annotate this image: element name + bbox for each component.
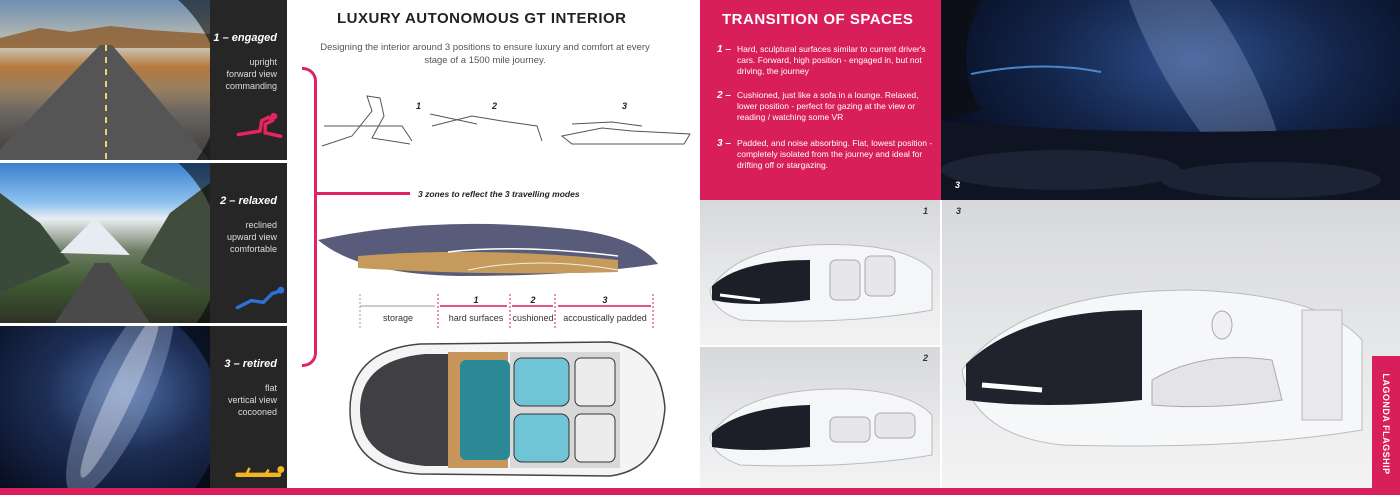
render-position-1: [700, 200, 940, 345]
mode-description: [227, 219, 277, 255]
mode-panel-relaxed: [210, 163, 287, 323]
mode-panel-retired: [210, 326, 287, 488]
transition-text: Cushioned, just like a sofa in a lounge. Relaxed, lower position - perfect for gazing at the view or reading / watching some VR: [737, 90, 919, 122]
upright-pose-icon: [230, 112, 290, 138]
brand-label: LAGONDA FLAGSHIP: [1381, 373, 1391, 475]
zones-caption: 3 zones to reflect the 3 travelling modes: [418, 189, 580, 199]
desert-road-image: [0, 0, 210, 160]
mode-line: vertical view: [227, 395, 277, 405]
transition-number: 2 –: [717, 90, 731, 101]
car-render-2: [700, 347, 940, 488]
milky-way-image: [0, 326, 210, 488]
zone-hard-label: hard surfaces: [448, 313, 504, 323]
page-title: LUXURY AUTONOMOUS GT INTERIOR: [337, 10, 627, 27]
render-number: 1: [923, 206, 929, 216]
flat-pose-icon: [230, 454, 290, 480]
seat-position-sketches: [312, 86, 702, 156]
car-plan-sketch: [330, 330, 670, 485]
car-render-1: [700, 200, 940, 345]
mode-line: upward view: [226, 232, 277, 242]
mode-line: comfortable: [229, 244, 277, 254]
zone-padded-label: accoustically padded: [563, 313, 647, 323]
mode-line: upright: [249, 57, 277, 67]
car-render-3: [942, 200, 1400, 488]
sketch-number: 2: [492, 101, 498, 111]
transition-item: [717, 138, 932, 178]
reclined-pose-icon: [230, 285, 290, 311]
transition-item: [717, 44, 932, 84]
sketch-number: 1: [416, 101, 422, 111]
mode-line: flat: [264, 383, 277, 393]
transition-title: TRANSITION OF SPACES: [722, 11, 914, 28]
zone-number: 3: [602, 295, 608, 305]
car-side-sketch: [318, 216, 668, 292]
render-position-2: [700, 347, 940, 488]
subtitle-line: Designing the interior around 3 positions to ensure luxury and comfort at every: [320, 42, 650, 53]
stargazing-render: [941, 0, 1400, 200]
bottom-accent-bar: [0, 488, 1400, 495]
mode-line: forward view: [226, 69, 277, 79]
render-number: 3: [956, 206, 962, 216]
mode-panel-engaged: [210, 0, 287, 160]
mode-line: cocooned: [237, 407, 277, 417]
mode-line: reclined: [245, 220, 277, 230]
mode-title: 1 – engaged: [213, 32, 277, 44]
render-number: 3: [955, 180, 961, 190]
sketch-number: 3: [622, 101, 628, 111]
render-position-3: [942, 200, 1400, 488]
transition-text: Padded, and noise absorbing. Flat, lowest position - completely isolated from the journey and ideal for drifting off or stargazing.: [737, 138, 933, 170]
transition-number: 1 –: [717, 44, 731, 55]
render-number: 2: [923, 353, 929, 363]
bracket-arm: [314, 192, 410, 195]
transition-text: Hard, sculptural surfaces similar to current driver's cars. Forward, high position - engaged in, but not driving, the journey: [737, 44, 926, 76]
zone-storage-label: storage: [382, 313, 414, 323]
transition-item: [717, 90, 932, 130]
cabin-roof-illustration: [941, 0, 1400, 200]
zone-number: 1: [473, 295, 479, 305]
zone-number: 2: [530, 295, 536, 305]
mode-description: [225, 56, 277, 92]
mode-title: 2 – relaxed: [220, 195, 277, 207]
subtitle-line: stage of a 1500 mile journey.: [424, 55, 546, 66]
mountain-valley-image: [0, 163, 210, 323]
mode-description: [228, 382, 277, 418]
page-subtitle: [320, 41, 650, 67]
mode-line: commanding: [225, 81, 277, 91]
transition-panel: [700, 0, 941, 200]
mode-title: 3 – retired: [224, 358, 277, 370]
transition-number: 3 –: [717, 138, 731, 149]
zone-cushioned-label: cushioned: [512, 313, 554, 323]
